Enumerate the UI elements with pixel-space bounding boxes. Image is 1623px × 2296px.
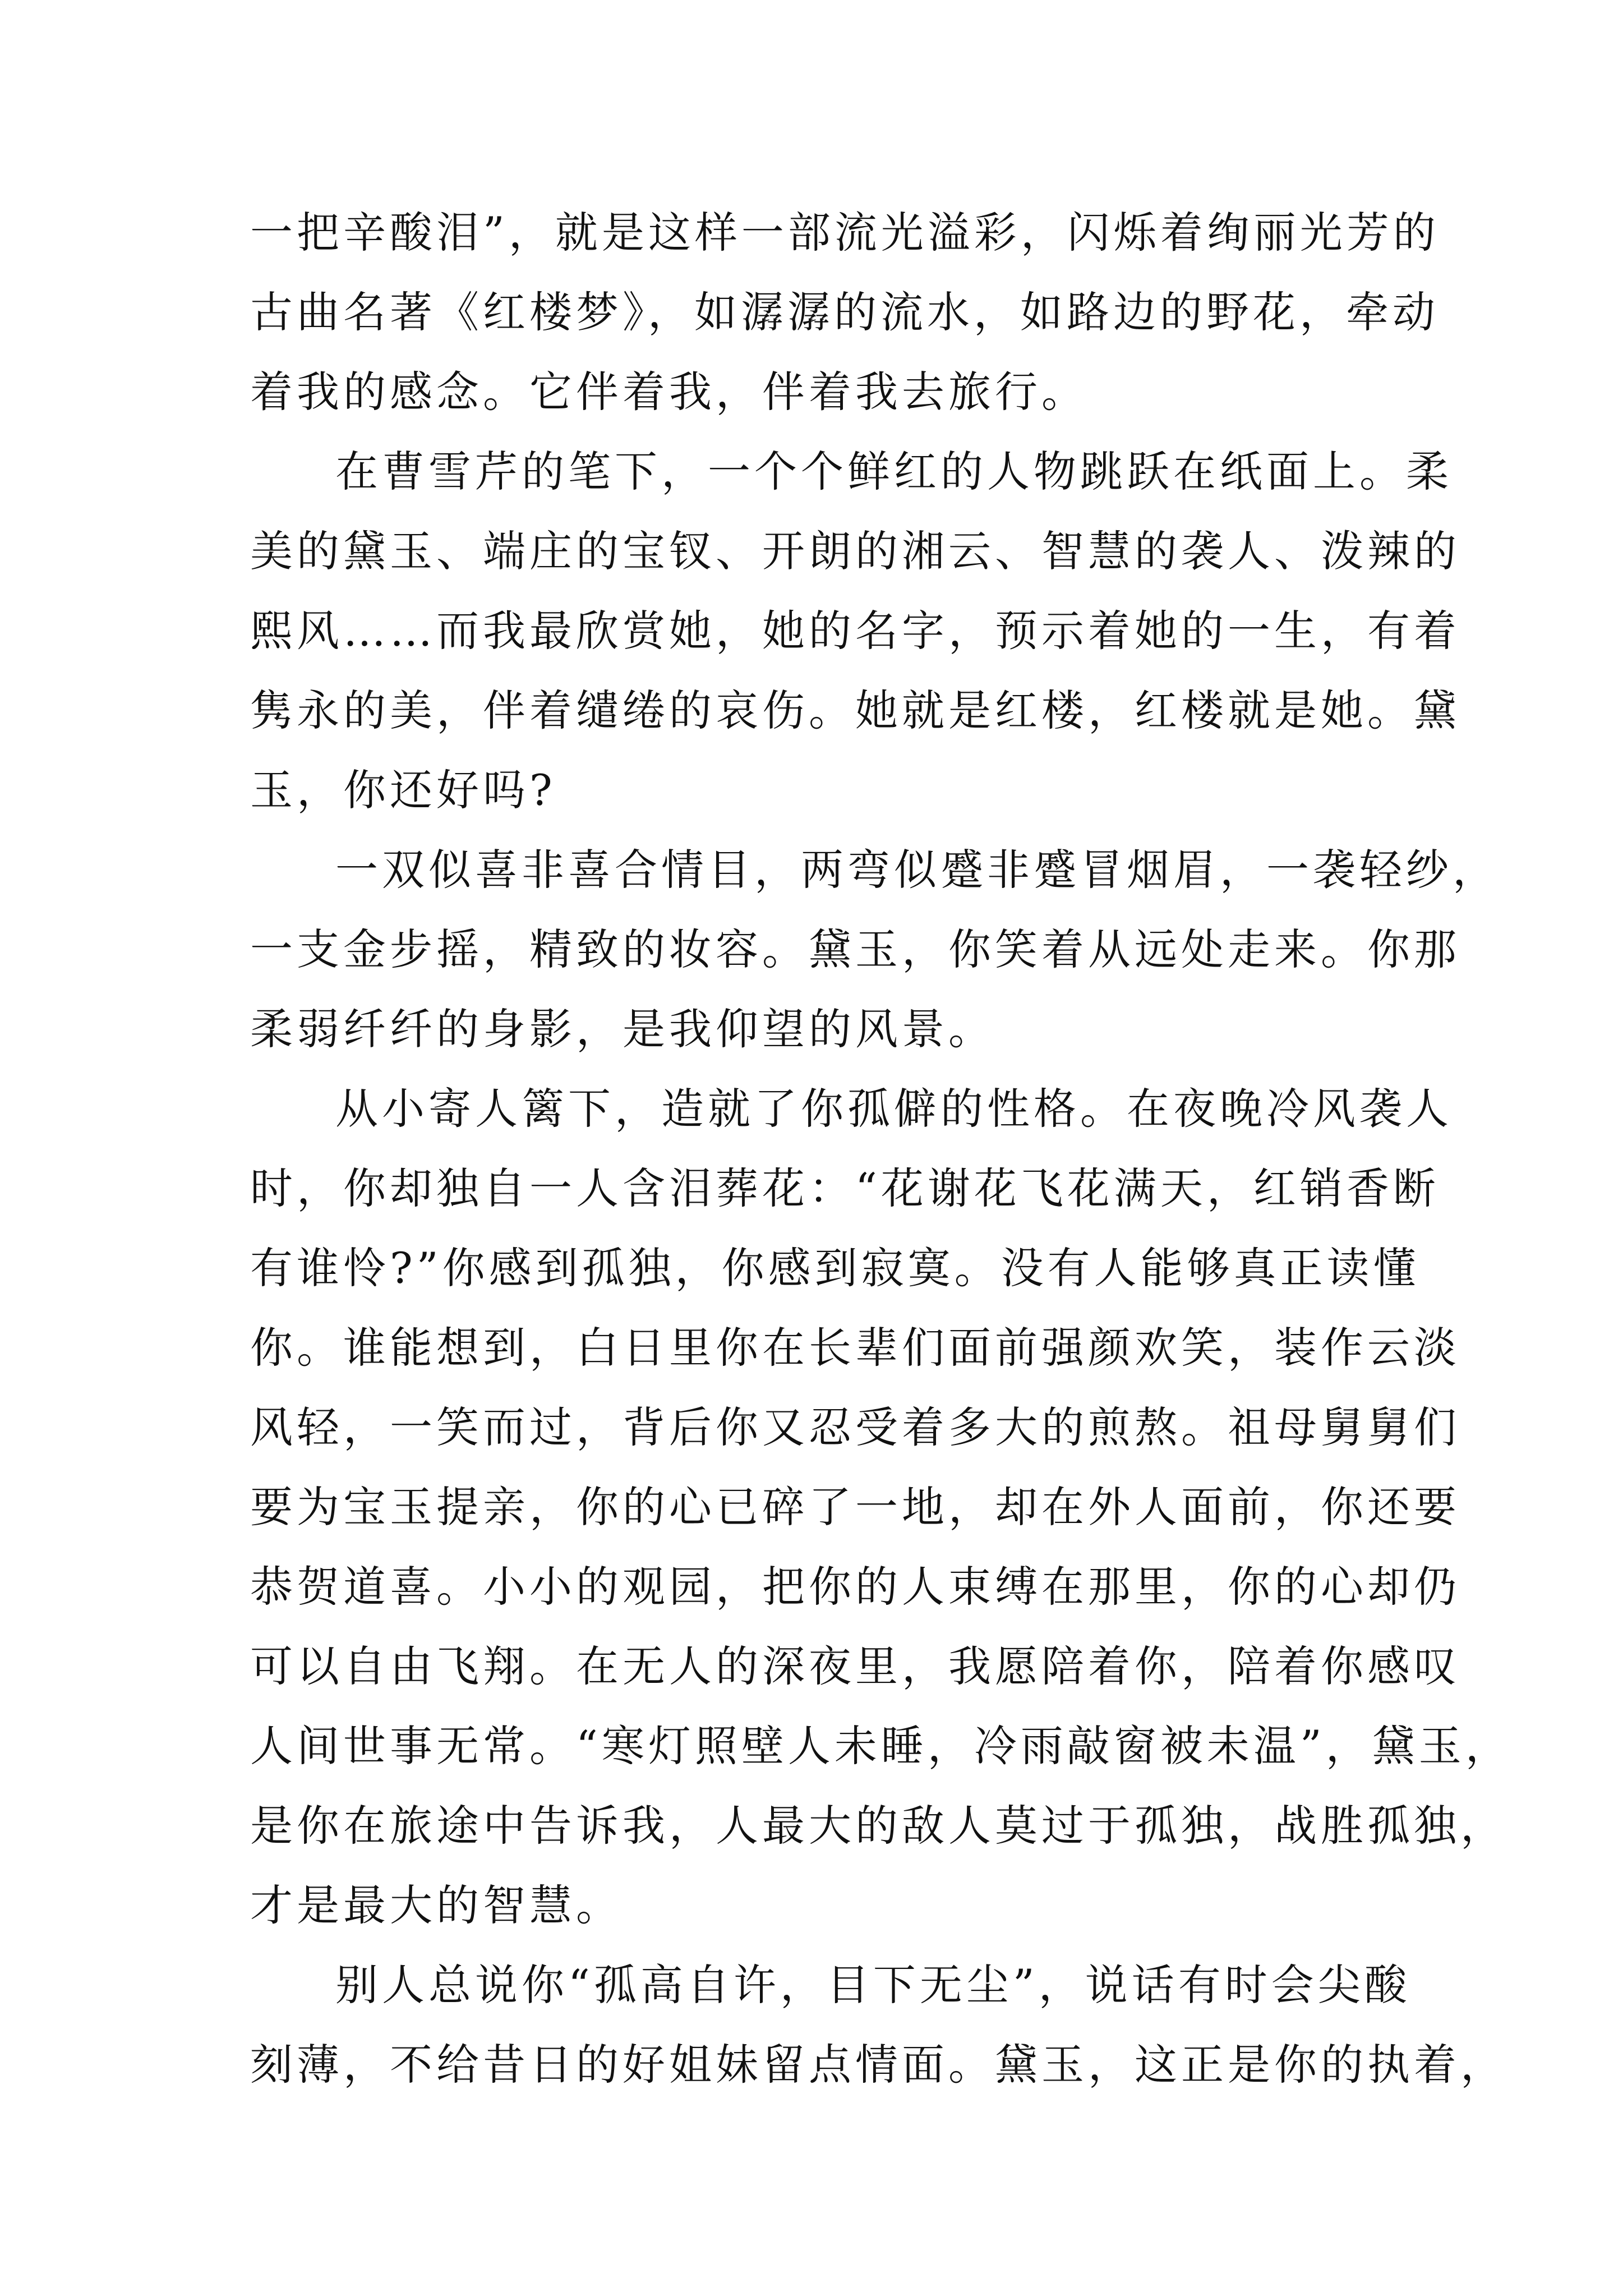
text-line: 熙风……而我最欣赏她，她的名字，预示着她的一生，有着 [250, 606, 1460, 656]
text-line: 美的黛玉、端庄的宝钗、开朗的湘云、智慧的袭人、泼辣的 [250, 526, 1460, 576]
text-line: 风轻，一笑而过，背后你又忍受着多大的煎熬。祖母舅舅们 [250, 1402, 1460, 1452]
text-line: 时，你却独自一人含泪葬花：“花谢花飞花满天，红销香断 [250, 1163, 1440, 1213]
text-line: 是你在旅途中告诉我，人最大的敌人莫过于孤独，战胜孤独， [250, 1801, 1507, 1851]
text-line: 古曲名著《红楼梦》，如潺潺的流水，如路边的野花，牵动 [250, 287, 1439, 337]
text-line: 可以自由飞翔。在无人的深夜里，我愿陪着你，陪着你感叹 [250, 1641, 1460, 1691]
paragraph-first-line: 别人总说你“孤高自许，目下无尘”，说话有时会尖酸 [335, 1960, 1411, 2010]
text-line: 玉，你还好吗? [250, 765, 556, 815]
paragraph-first-line: 一双似喜非喜合情目，两弯似蹙非蹙冒烟眉，一袭轻纱， [335, 845, 1499, 895]
text-line: 着我的感念。它伴着我，伴着我去旅行。 [250, 367, 1088, 417]
paragraph-first-line: 从小寄人篱下，造就了你孤僻的性格。在夜晚冷风袭人 [335, 1084, 1453, 1134]
text-line: 你。谁能想到，白日里你在长辈们面前强颜欢笑，装作云淡 [250, 1323, 1460, 1373]
paragraph-first-line: 在曹雪芹的笔下，一个个鲜红的人物跳跃在纸面上。柔 [335, 447, 1453, 496]
text-line: 一把辛酸泪”，就是这样一部流光溢彩，闪烁着绚丽光芳的 [250, 208, 1440, 257]
text-line: 刻薄，不给昔日的好姐妹留点情面。黛玉，这正是你的执着， [250, 2040, 1507, 2090]
text-line: 有谁怜?”你感到孤独，你感到寂寞。没有人能够真正读懂 [250, 1243, 1420, 1293]
essay-body [250, 193, 1512, 2105]
text-line: 一支金步摇，精致的妆容。黛玉，你笑着从远处走来。你那 [250, 924, 1460, 974]
text-line: 人间世事无常。“寒灯照壁人未睡，冷雨敲窗被未温”，黛玉， [250, 1721, 1512, 1771]
text-line: 要为宝玉提亲，你的心已碎了一地，却在外人面前，你还要 [250, 1482, 1460, 1532]
text-line: 隽永的美，伴着缱绻的哀伤。她就是红楼，红楼就是她。黛 [250, 685, 1460, 735]
text-line: 恭贺道喜。小小的观园，把你的人束缚在那里，你的心却仍 [250, 1562, 1460, 1612]
text-line: 柔弱纤纤的身影，是我仰望的风景。 [250, 1004, 995, 1054]
text-line: 才是最大的智慧。 [250, 1880, 623, 1930]
